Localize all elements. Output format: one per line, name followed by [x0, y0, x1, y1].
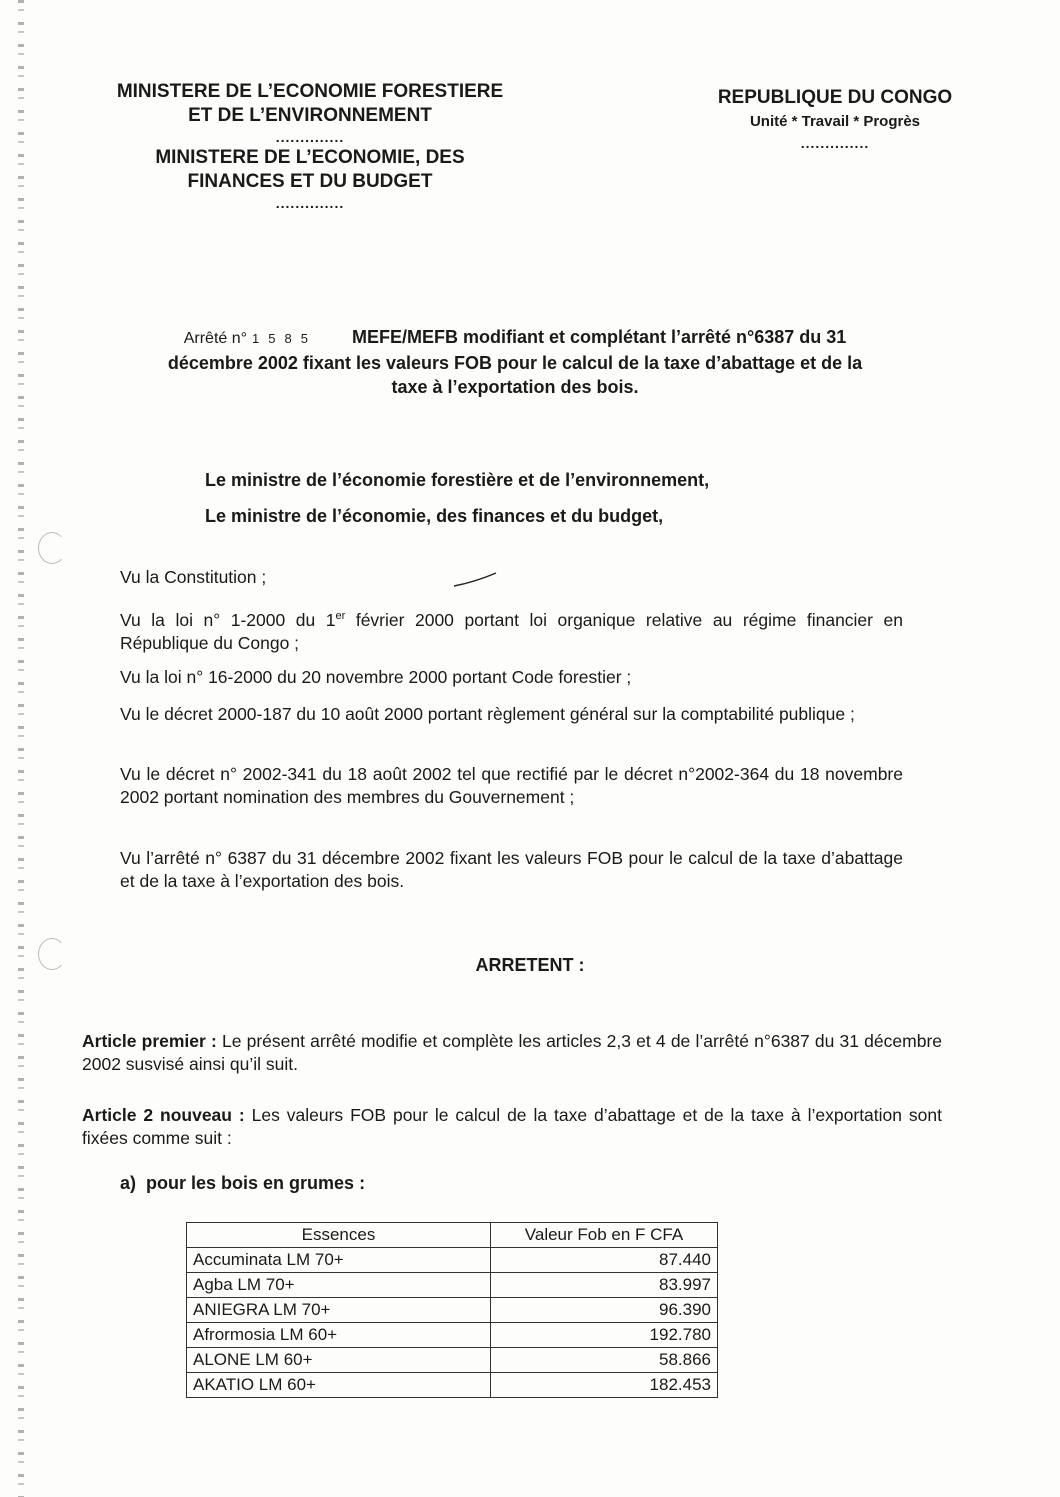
value-cell: 192.780 [491, 1323, 718, 1348]
article-2-nouveau [82, 1104, 942, 1150]
essence-cell: AKATIO LM 60+ [187, 1373, 491, 1398]
table-row [187, 1298, 718, 1323]
vu-decret-2000-187: Vu le décret 2000-187 du 10 août 2000 portant règlement général sur la comptabilité publique ; [120, 704, 855, 724]
arrete-title [100, 325, 930, 399]
table-row [187, 1273, 718, 1298]
ministers-block [205, 462, 925, 534]
vu-decret-2002-341: Vu le décret n° 2002-341 du 18 août 2002 tel que rectifié par le décret n°2002-364 du 18 novembre 2002 portant nomination des membres du Gouvernement ; [120, 764, 903, 807]
value-cell: 96.390 [491, 1298, 718, 1323]
ministry-header [70, 80, 550, 212]
value-cell: 87.440 [491, 1248, 718, 1273]
republic-motto: Unité * Travail * Progrès [749, 113, 921, 130]
arrete-title-line2: décembre 2002 fixant les valeurs FOB pour le calcul de la taxe d’abattage et de la [167, 353, 863, 373]
article-2-label: Article 2 nouveau : [82, 1105, 245, 1125]
superscript-er: er [335, 610, 346, 622]
value-cell: 58.866 [491, 1348, 718, 1373]
article-premier-label: Article premier : [82, 1031, 217, 1051]
table-header-row [187, 1223, 718, 1248]
vu-loi-1-2000-part1: Vu la loi n° 1-2000 du 1 [120, 609, 336, 630]
article-premier [82, 1030, 942, 1076]
arrete-number: 1585 [252, 331, 317, 346]
essence-cell: Accuminata LM 70+ [187, 1248, 491, 1273]
arrete-prefix: Arrêté n° [183, 330, 248, 347]
table-row [187, 1348, 718, 1373]
arretent-heading: ARRETENT : [475, 955, 585, 975]
article-premier-text: Le présent arrêté modifie et complète les articles 2,3 et 4 de l’arrêté n°6387 du 31 décembre 2002 susvisé ainsi qu’il suit. [82, 1031, 943, 1074]
republic-header [655, 86, 1015, 152]
punch-hole-mark [38, 532, 66, 564]
vu-loi-1-2000 [120, 605, 903, 655]
separator-dots: .............. [800, 135, 870, 151]
arrete-title-line1: MEFE/MEFB modifiant et complétant l’arrêté n°6387 du 31 [351, 327, 847, 347]
essence-cell: ANIEGRA LM 70+ [187, 1298, 491, 1323]
ministry-2-line1: MINISTERE DE L’ECONOMIE, DES [155, 147, 465, 168]
essence-cell: Afrormosia LM 60+ [187, 1323, 491, 1348]
section-a-heading [120, 1173, 365, 1194]
ministry-1-line1: MINISTERE DE L’ECONOMIE FORESTIERE [116, 81, 504, 102]
separator-dots: .............. [275, 129, 345, 145]
essence-cell: Agba LM 70+ [187, 1273, 491, 1298]
vu-arrete-6387: Vu l’arrêté n° 6387 du 31 décembre 2002 fixant les valeurs FOB pour le calcul de la taxe d’abattage et de la taxe à l’exportation des bois. [120, 848, 903, 891]
column-header-valeur: Valeur Fob en F CFA [491, 1223, 718, 1248]
arrete-title-line3: taxe à l’exportation des bois. [391, 377, 639, 397]
ministry-2-line2: FINANCES ET DU BUDGET [187, 171, 433, 192]
ministry-1-line2: ET DE L’ENVIRONNEMENT [188, 105, 432, 126]
essence-cell: ALONE LM 60+ [187, 1348, 491, 1373]
table-row [187, 1323, 718, 1348]
fob-values-table [186, 1222, 718, 1398]
table-row [187, 1248, 718, 1273]
republic-name: REPUBLIQUE DU CONGO [717, 87, 953, 108]
section-a-letter: a) [120, 1173, 137, 1193]
vu-loi-16-2000: Vu la loi n° 16-2000 du 20 novembre 2000 portant Code forestier ; [120, 667, 632, 687]
table-row [187, 1373, 718, 1398]
article-2-text: Les valeurs FOB pour le calcul de la taxe d’abattage et de la taxe à l’exportation sont fixées comme suit : [82, 1105, 942, 1148]
vu-constitution: Vu la Constitution ; [120, 567, 267, 587]
value-cell: 83.997 [491, 1273, 718, 1298]
scan-binding-edge [18, 0, 24, 1497]
column-header-essences: Essences [187, 1223, 491, 1248]
vu-loi-1-2000-part2: février 2000 portant loi organique relative au régime financier en République du Congo ; [120, 609, 903, 653]
separator-dots: .............. [275, 195, 345, 211]
minister-forestry: Le ministre de l’économie forestière et de l’environnement, [205, 470, 710, 490]
value-cell: 182.453 [491, 1373, 718, 1398]
section-a-label: pour les bois en grumes : [146, 1173, 366, 1193]
minister-finance: Le ministre de l’économie, des finances et du budget, [205, 506, 664, 526]
